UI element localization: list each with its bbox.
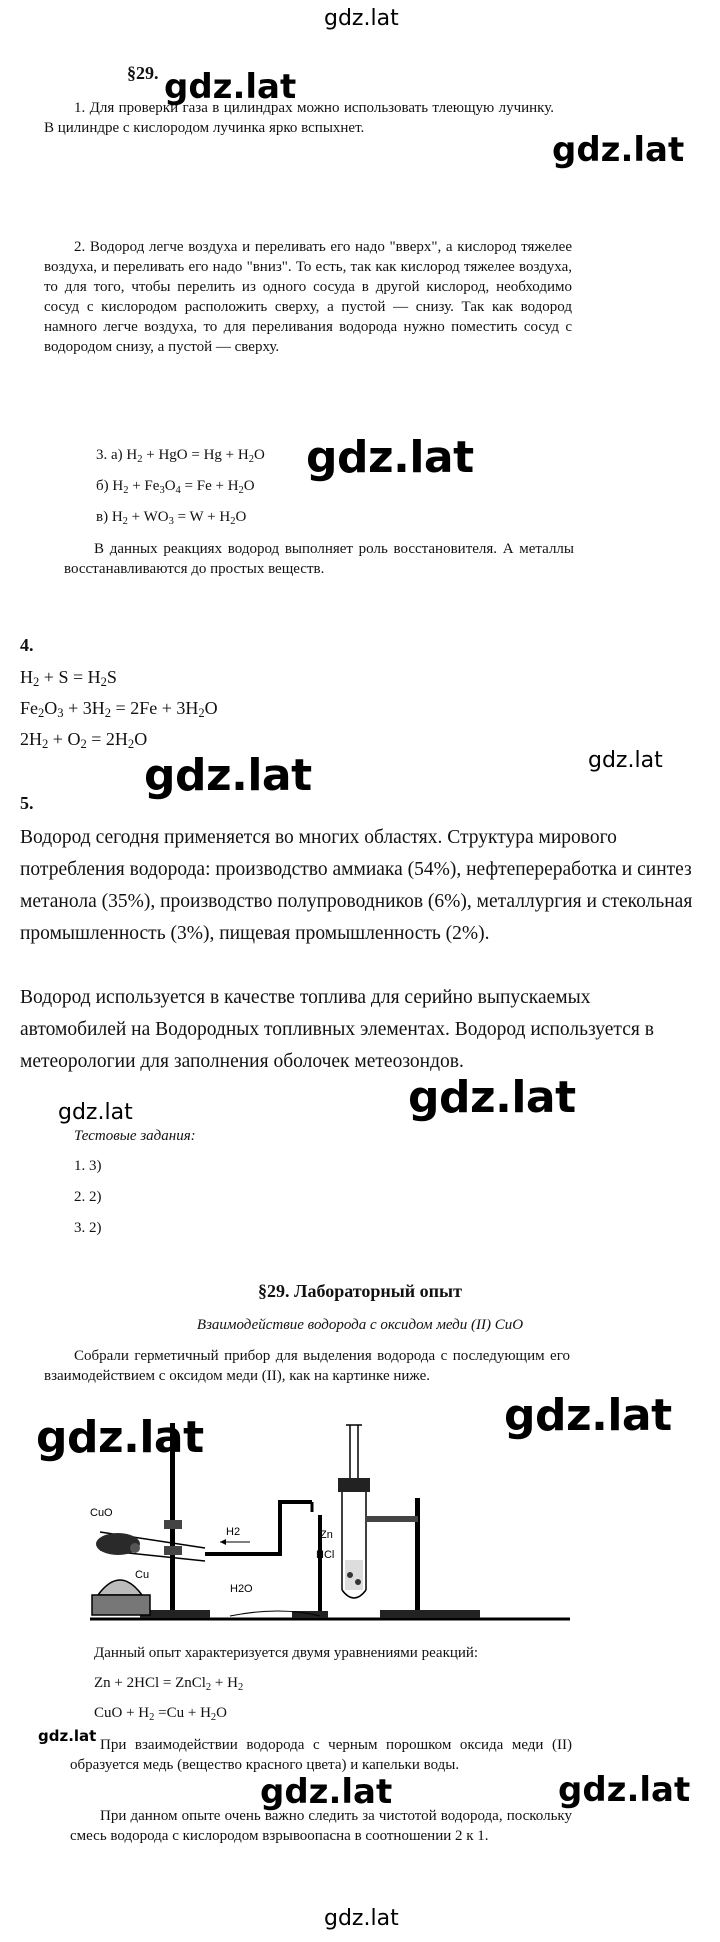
watermark-bottom-small: gdz.lat bbox=[38, 1727, 97, 1745]
left-clamp-bottom bbox=[164, 1546, 182, 1555]
burner-body bbox=[92, 1595, 150, 1615]
watermark-section-5-small: gdz.lat bbox=[588, 748, 663, 773]
test-item-3: 3. 2) bbox=[74, 1220, 102, 1236]
watermark-header: gdz.lat bbox=[164, 67, 297, 107]
zn-granule-2 bbox=[355, 1579, 361, 1585]
lab-title: §29. Лабораторный опыт bbox=[258, 1281, 462, 1301]
delivery-tube bbox=[205, 1502, 312, 1554]
equation-4c: $2H_2 + O_2 = 2H_2O$ bbox=[20, 729, 148, 751]
lab-subtitle: Взаимодействие водорода с оксидом меди (II) CuO bbox=[196, 1317, 524, 1333]
watermark-tests-big: gdz.lat bbox=[408, 1072, 576, 1123]
watermark-section-5: gdz.lat bbox=[144, 750, 312, 801]
vtube-bottom bbox=[342, 1590, 366, 1598]
left-clamp-top bbox=[164, 1520, 182, 1529]
watermark-bottom-right: gdz.lat bbox=[558, 1770, 691, 1810]
section-4-label: 4. bbox=[20, 635, 34, 655]
section-5-label: 5. bbox=[20, 793, 34, 813]
burner-flame-cap bbox=[98, 1580, 142, 1595]
cu-particle bbox=[130, 1543, 140, 1553]
label-zn: Zn bbox=[320, 1529, 333, 1541]
h2-arrow-head bbox=[220, 1539, 226, 1545]
vtube-stopper bbox=[338, 1478, 370, 1492]
lab-intro: Собрали герметичный прибор для выделения водорода с последующим его взаимодействием с оксидом меди (II), как на картинке ниже. bbox=[44, 1348, 570, 1384]
label-h2o: H2O bbox=[230, 1583, 253, 1595]
answer-3-note: В данных реакциях водород выполняет роль восстановителя. А металлы восстанавливаются до простых веществ. bbox=[64, 541, 574, 577]
watermark-tests-small: gdz.lat bbox=[58, 1100, 133, 1125]
zn-granule-1 bbox=[347, 1572, 353, 1578]
section-5-paragraph-1: Водород сегодня применяется во многих областях. Структура мирового потребления водорода: производство аммиака (54%), нефтепереработка и синтез метанола (35%), производство полупроводников (6%), металлургия и стекольная промышленность (3%), пищевая промышленность (2%). bbox=[20, 827, 693, 944]
equation-lab-2: CuO + $H_2 =Cu + H_2O$ bbox=[94, 1705, 227, 1723]
watermark-right-1: gdz.lat bbox=[552, 130, 685, 170]
label-cu: Cu bbox=[135, 1569, 150, 1581]
answer-1-text: 1. Для проверки газа в цилиндрах можно использовать тлеющую лучинку. В цилиндре с кислородом лучинка ярко вспыхнет. bbox=[44, 100, 554, 136]
test-item-2: 2. 2) bbox=[74, 1189, 102, 1205]
watermark-middle-1: gdz.lat bbox=[306, 432, 474, 483]
watermark-lab-right: gdz.lat bbox=[504, 1390, 672, 1441]
lab-result: При взаимодействии водорода с черным порошком оксида меди (II) образуется медь (вещество красного цвета) и капельки воды. bbox=[70, 1737, 572, 1773]
tests-title: Тестовые задания: bbox=[74, 1128, 196, 1144]
equation-3b: б) $H_2 + Fe_3O_4 = Fe + H_2O$ bbox=[96, 478, 255, 496]
label-hcl: HCl bbox=[316, 1549, 335, 1561]
lab-safety: При данном опыте очень важно следить за чистотой водорода, поскольку смесь водорода с кислородом взрывоопасна в соотношении 2 к 1. bbox=[70, 1808, 572, 1844]
section-heading: §29. bbox=[127, 63, 159, 83]
equation-3c: в) $H_2 + WO_3 = W + H_2O$ bbox=[96, 509, 247, 527]
watermark-bottom-middle: gdz.lat bbox=[260, 1772, 393, 1812]
label-h2: H2 bbox=[226, 1526, 241, 1538]
section-5-paragraph-2: Водород используется в качестве топлива для серийно выпускаемых автомобилей на Водородных топливных элементах. Водород используется в метеорологии для заполнения оболочек метеозондов. bbox=[20, 987, 654, 1072]
watermark-footer: gdz.lat bbox=[324, 1906, 399, 1931]
equation-3a: 3. а) $H_2$ + HgO = $Hg + H_2O$ bbox=[96, 447, 265, 465]
test-item-1: 1. 3) bbox=[74, 1158, 102, 1174]
equation-4a: $H_2 + S = H_2S$ bbox=[20, 667, 117, 689]
right-stand-base bbox=[380, 1610, 480, 1618]
label-cuo: CuO bbox=[90, 1507, 113, 1519]
watermark-lab-left: gdz.lat bbox=[36, 1412, 204, 1463]
equations-intro: Данный опыт характеризуется двумя уравнениями реакций: bbox=[94, 1645, 479, 1661]
answer-2-text: 2. Водород легче воздуха и переливать его надо "вверх", а кислород тяжелее воздуха, и переливать его надо "вниз". То есть, так как кислород тяжелее воздуха, то для того, чтобы перелить из одного сосуда в другой кислород, необходимо сосуд с кислородом расположить сверху, а пустой — снизу. Так как водород намного легче воздуха, то для переливания водорода нужно поместить сосуд с водородом снизу, а пустой — сверху. bbox=[44, 239, 572, 355]
watermark-top: gdz.lat bbox=[324, 6, 399, 31]
right-clamp bbox=[366, 1516, 418, 1522]
answer-3-label: 3. bbox=[96, 447, 108, 463]
equation-lab-1: Zn + 2HCl = ZnCl$_2$ + $H_2$ bbox=[94, 1675, 244, 1693]
equation-4b: $Fe_2O_3 + 3H_2 = 2Fe + 3H_2O$ bbox=[20, 698, 218, 720]
